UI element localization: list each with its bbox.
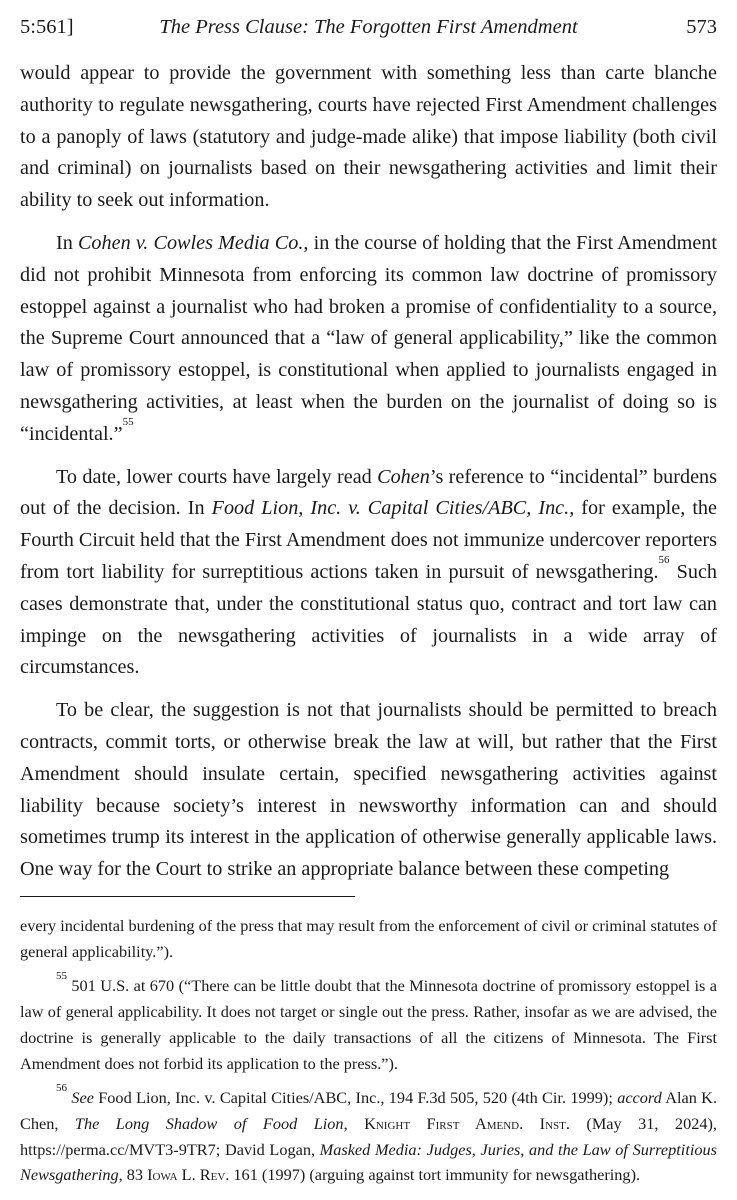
footnotes [20,913,717,1197]
footnote-number-55: 55 [56,970,67,983]
paragraph-4: To be clear, the suggestion is not that journalists should be permitted to breach contracts, commit torts, or otherwise break the law at will, but rather that the First Amendment should insulate certain, specified newsgathering activities against liability because society’s interest in newsworthy information can and should sometimes trump its interest in the application of otherwise generally applicable laws. One way for the Court to strike an appropriate balance between these competing [20,699,717,881]
paragraph-2: In Cohen v. Cowles Media Co., in the course of holding that the First Amendment did not prohibit Minnesota from enforcing its common law doctrine of promissory estoppel against a journalist who had broken a promise of confidentiality to a source, the Supreme Court announced that a “law of general applicability,” like the common law of promissory estoppel, is constitutional when applied to journalists engaged in newsgathering activities, at least when the burden on the journalist of doing so is “incidental.”$^{55}$ [20,231,717,445]
case-name-cohen: Cohen v. Cowles Media Co. [77,231,304,254]
volume-citation: 5:561] [20,16,74,38]
running-header [20,16,717,46]
paragraph-3: To date, lower courts have largely read Cohen’s reference to “incidental” burdens out of the decision. In Food Lion, Inc. v. Capital Cities/ABC, Inc., for example, the Fourth Circuit held that the First Amendment does not immunize undercover reporters from tort liability for surreptitious actions taken in pursuit of newsgathering.$^{56}$ Such cases demonstrate that, under the constitutional status quo, contract and tort law can impinge on the newsgathering activities of journalists in a wide array of circumstances. [20,465,718,679]
paragraph-1: would appear to provide the government with something less than carte blanche authority to regulate newsgathering, courts have rejected First Amendment challenges to a panoply of laws (statutory and judge-made alike) that impose liability (both civil and criminal) on journalists based on their newsgathering activities and limit their ability to seek out information. [20,62,717,212]
footnote-number-56: 56 [56,1082,67,1095]
footnote-ref-56[interactable]: 56 [658,553,670,566]
footnote-55: $^{55}$ 501 U.S. at 670 (“There can be little doubt that the Minnesota doctrine of promissory estoppel is a law of general applicability. It does not target or single out the press. Rather, insofar as we are advised, the doctrine is generally applicable to the daily transactions of all the citizens of Minnesota. The First Amendment does not forbid its application to the press.”). [20,970,717,1073]
footnote-56: $^{56}$ See Food Lion, Inc. v. Capital Cities/ABC, Inc., 194 F.3d 505, 520 (4th Cir. 1999); accord Alan K. Chen, The Long Shadow of Food Lion, Knight First Amend. Inst. (May 31, 2024), https://perma.cc/MVT3-9TR7; David Logan, Masked Media: Judges, Juries, and the Law of Surreptitious Newsgathering, 83 Iowa L. Rev. 161 (1997) (arguing against tort immunity for newsgathering). [20,1082,718,1185]
running-title: The Press Clause: The Forgotten First Amendment [159,16,578,38]
footnote-ref-55[interactable]: 55 [122,415,134,428]
main-text [20,58,717,897]
footnote-continued: every incidental burdening of the press that may result from the enforcement of civil or criminal statutes of general applicability.”). [20,916,717,961]
page-number: 573 [686,16,717,38]
case-name-cohen-short: Cohen [377,465,430,488]
case-name-food-lion: Food Lion, Inc. v. Capital Cities/ABC, Inc. [211,497,570,520]
footnote-divider [20,896,355,897]
